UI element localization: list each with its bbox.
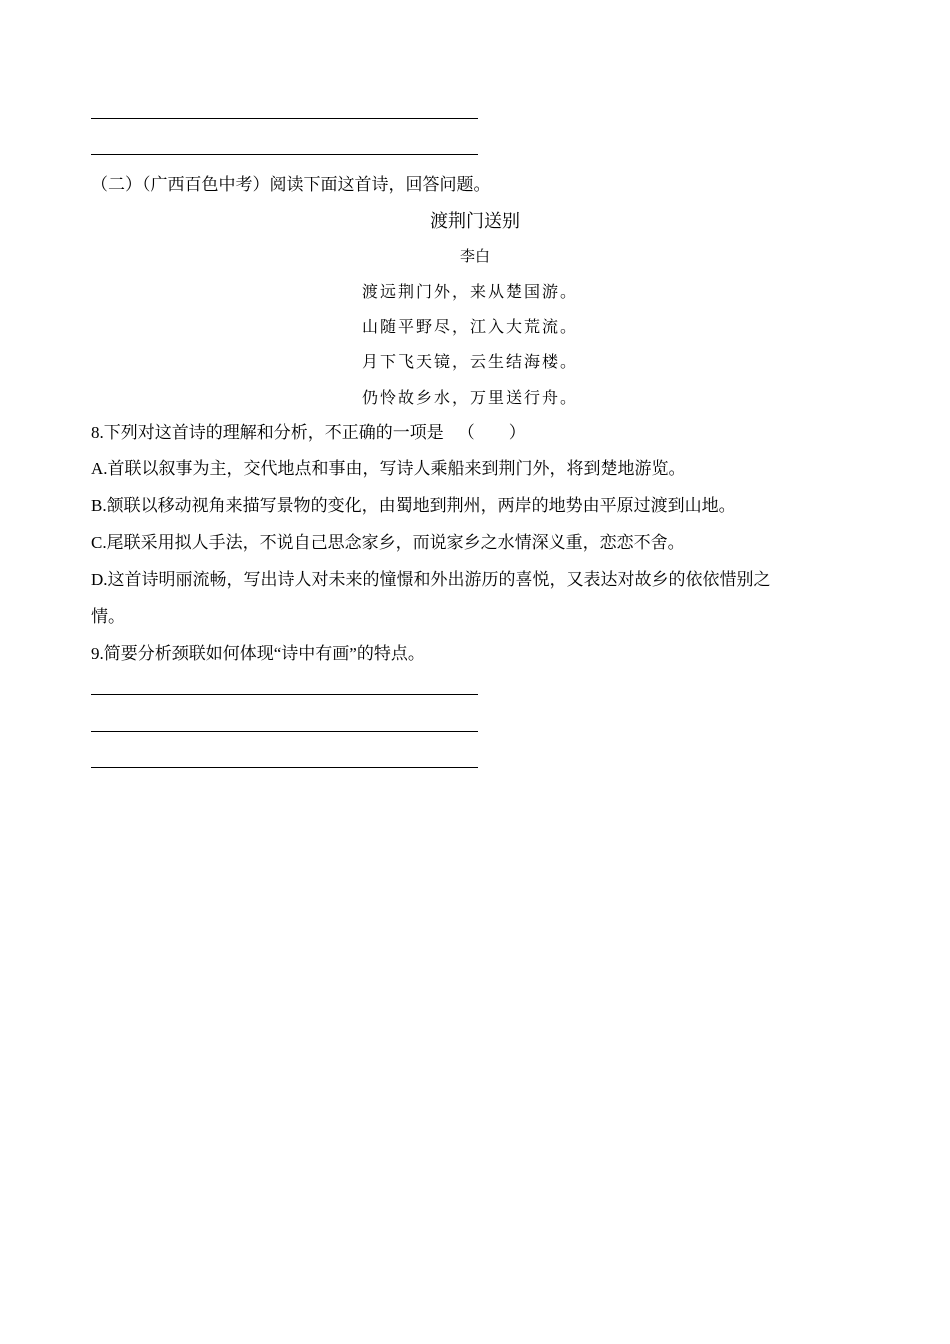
question-9: 9.简要分析颈联如何体现“诗中有画”的特点。 — [91, 644, 425, 663]
answer-blank-line[interactable] — [91, 767, 478, 768]
answer-blank-line[interactable] — [91, 694, 478, 695]
question-8 — [91, 421, 526, 445]
section-heading: （二）（广西百色中考）阅读下面这首诗，回答问题。 — [91, 175, 491, 194]
poem-verse-2: 山随平野尽，江入大荒流。 — [362, 317, 579, 336]
poem-verse-1: 渡远荆门外，来从楚国游。 — [362, 282, 579, 301]
poem-author: 李白 — [459, 249, 490, 265]
option-b: B.颔联以移动视角来描写景物的变化，由蜀地到荆州，两岸的地势由平原过渡到山地。 — [91, 496, 736, 515]
option-a: A.首联以叙事为主，交代地点和事由，写诗人乘船来到荆门外，将到楚地游览。 — [91, 459, 686, 478]
option-c: C.尾联采用拟人手法，不说自己思念家乡，而说家乡之水情深义重，恋恋不舍。 — [91, 533, 685, 552]
answer-choice-paren[interactable]: （ ） — [457, 423, 526, 442]
option-d-continued: 情。 — [91, 607, 125, 626]
question-8-stem: 8.下列对这首诗的理解和分析，不正确的一项是 — [91, 423, 444, 442]
poem-verse-3: 月下飞天镜，云生结海楼。 — [362, 352, 579, 371]
poem-title: 渡荆门送别 — [430, 211, 520, 231]
answer-blank-line[interactable] — [91, 118, 478, 119]
option-d: D.这首诗明丽流畅，写出诗人对未来的憧憬和外出游历的喜悦，又表达对故乡的依依惜别之 — [91, 570, 771, 589]
answer-blank-line[interactable] — [91, 731, 478, 732]
poem-verse-4: 仍怜故乡水，万里送行舟。 — [362, 388, 579, 407]
answer-blank-line[interactable] — [91, 154, 478, 155]
